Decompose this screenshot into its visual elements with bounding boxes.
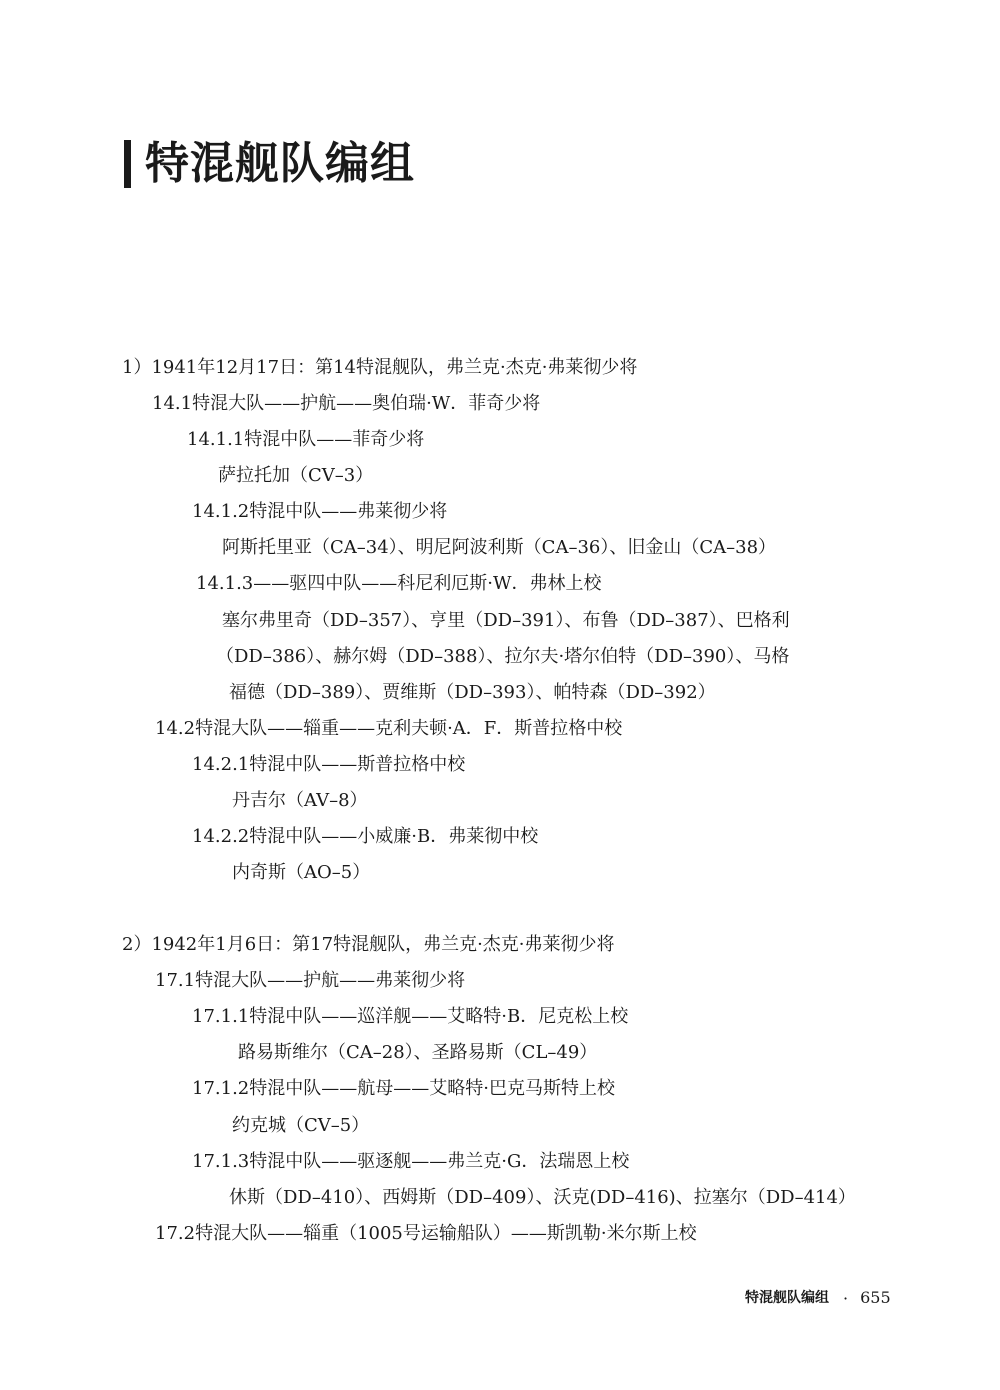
entry-line-unit-14-2-2: 14.2.2特混中队——小威廉·B．弗莱彻中校 xyxy=(192,826,539,847)
chapter-title: 特混舰队编组 xyxy=(145,138,415,189)
entry-line-unit-17-1-2: 17.1.2特混中队——航母——艾略特·巴克马斯特上校 xyxy=(192,1078,615,1099)
heading-bar-decoration xyxy=(124,140,131,188)
entry-line-ships-14-2-2: 内奇斯（AO–5） xyxy=(232,862,371,883)
entry-line-ships-14-2-1: 丹吉尔（AV–8） xyxy=(232,790,368,811)
footer-separator: · xyxy=(843,1288,849,1308)
running-footer-title: 特混舰队编组 xyxy=(745,1290,829,1306)
page-footer xyxy=(745,1288,891,1308)
entry-line-unit-17-1-1: 17.1.1特混中队——巡洋舰——艾略特·B．尼克松上校 xyxy=(192,1006,629,1027)
page-number: 655 xyxy=(860,1288,891,1307)
entry-line-unit-14-1-3: 14.1.3——驱四中队——科尼利厄斯·W．弗林上校 xyxy=(196,573,602,594)
entry-line-ships-17-1-2: 约克城（CV–5） xyxy=(232,1115,370,1136)
entry-line-1942-task-force-17: 2）1942年1月6日：第17特混舰队，弗兰克·杰克·弗莱彻少将 xyxy=(122,934,615,955)
entry-line-unit-14-1-1: 14.1.1特混中队——菲奇少将 xyxy=(187,429,425,450)
entry-line-unit-14-2-1: 14.2.1特混中队——斯普拉格中校 xyxy=(192,754,466,775)
entry-line-unit-14-1-2: 14.1.2特混中队——弗莱彻少将 xyxy=(192,501,448,522)
entry-line-group-14-2: 14.2特混大队——辎重——克利夫顿·A．F．斯普拉格中校 xyxy=(155,718,623,739)
entry-line-ships-14-1-3-c: 福德（DD–389）、贾维斯（DD–393）、帕特森（DD–392） xyxy=(229,682,716,703)
entry-line-ships-14-1-2: 阿斯托里亚（CA–34）、明尼阿波利斯（CA–36）、旧金山（CA–38） xyxy=(222,537,777,558)
entry-line-ships-14-1-1: 萨拉托加（CV–3） xyxy=(218,465,374,486)
entry-line-group-17-2: 17.2特混大队——辎重（1005号运输船队）——斯凯勒·米尔斯上校 xyxy=(155,1223,697,1244)
entry-line-group-17-1: 17.1特混大队——护航——弗莱彻少将 xyxy=(155,970,466,991)
entry-line-1941-task-force-14: 1）1941年12月17日：第14特混舰队，弗兰克·杰克·弗莱彻少将 xyxy=(122,357,638,378)
entry-line-ships-14-1-3-a: 塞尔弗里奇（DD–357）、亨里（DD–391）、布鲁（DD–387）、巴格利 xyxy=(222,610,790,631)
chapter-heading xyxy=(124,138,415,190)
entry-line-ships-14-1-3-b: （DD–386）、赫尔姆（DD–388）、拉尔夫·塔尔伯特（DD–390）、马格 xyxy=(216,646,790,667)
entry-line-ships-17-1-1: 路易斯维尔（CA–28）、圣路易斯（CL–49） xyxy=(238,1042,598,1063)
entry-line-ships-17-1-3: 休斯（DD–410）、西姆斯（DD–409）、沃克(DD–416)、拉塞尔（DD–414） xyxy=(229,1187,856,1208)
entry-line-unit-17-1-3: 17.1.3特混中队——驱逐舰——弗兰克·G．法瑞恩上校 xyxy=(192,1151,630,1172)
entry-line-group-14-1: 14.1特混大队——护航——奥伯瑞·W．菲奇少将 xyxy=(152,393,541,414)
